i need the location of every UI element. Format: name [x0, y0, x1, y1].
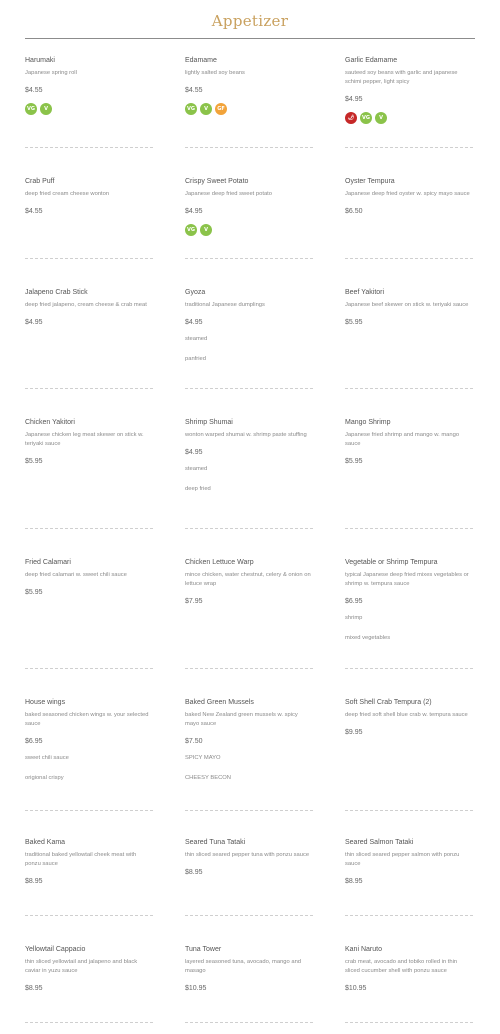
- item-divider: [25, 258, 153, 259]
- item-description: Japanese beef skewer on stick w. teriyaki sauce: [345, 302, 469, 308]
- item-price: $4.55: [25, 208, 43, 215]
- menu-item: [25, 56, 153, 115]
- item-name: Baked Kama: [25, 839, 66, 846]
- item-price: $6.95: [345, 598, 363, 605]
- item-name: Oyster Tempura: [345, 178, 395, 185]
- menu-item: [345, 418, 473, 466]
- item-name: Crab Puff: [25, 178, 55, 185]
- menu-item: [25, 288, 153, 327]
- menu-item: [25, 698, 153, 794]
- item-description: wonton warped shumai w. shrimp paste stuffing: [185, 432, 307, 438]
- gluten-free-icon: GF: [215, 103, 227, 115]
- vegan-icon: VG: [185, 103, 197, 115]
- item-description: traditional Japanese dumplings: [185, 302, 265, 308]
- item-divider: [345, 1022, 473, 1023]
- item-divider: [345, 528, 473, 529]
- item-divider: [345, 147, 473, 148]
- item-name: Soft Shell Crab Tempura (2): [345, 699, 432, 706]
- menu-item: [345, 945, 473, 993]
- item-price: $4.95: [185, 319, 203, 326]
- item-divider: [345, 258, 473, 259]
- item-price: $6.95: [25, 738, 43, 745]
- item-name: Mango Shrimp: [345, 419, 391, 426]
- item-description: Japanese spring roll: [25, 70, 77, 76]
- item-description: typical Japanese deep fried mixes vegetables or shrimp w. tempura sauce: [345, 572, 469, 587]
- vegetarian-icon: V: [40, 103, 52, 115]
- spicy-icon: 🌶: [345, 112, 357, 124]
- item-price: $8.95: [185, 869, 203, 876]
- item-divider: [25, 1022, 153, 1023]
- menu-item: [25, 558, 153, 597]
- menu-item: [345, 177, 473, 216]
- item-description: thin sliced yellowtail and jalapeno and black caviar in yuzu sauce: [25, 959, 138, 974]
- item-option: shrimp: [345, 615, 363, 621]
- item-option: SPICY MAYO: [185, 755, 221, 761]
- vegetarian-icon: V: [375, 112, 387, 124]
- item-name: Garlic Edamame: [345, 57, 398, 64]
- item-name: Shrimp Shumai: [185, 419, 233, 426]
- vegetarian-icon: V: [200, 224, 212, 236]
- item-price: $8.95: [345, 878, 363, 885]
- item-description: baked New Zealand green mussels w. spicy mayo sauce: [185, 712, 298, 727]
- item-divider: [345, 810, 473, 811]
- item-description: thin sliced seared pepper salmon with ponzu sauce: [345, 852, 460, 867]
- item-price: $4.95: [185, 449, 203, 456]
- item-description: deep fried jalapeno, cream cheese & crab meat: [25, 302, 147, 308]
- item-price: $8.95: [25, 878, 43, 885]
- item-name: Chicken Lettuce Warp: [185, 559, 254, 566]
- item-description: Japanese chicken leg meat skewer on stick w. teriyaki sauce: [25, 432, 144, 447]
- item-price: $10.95: [345, 985, 367, 992]
- item-divider: [25, 388, 153, 389]
- item-price: $5.95: [25, 458, 43, 465]
- item-name: House wings: [25, 699, 66, 706]
- item-price: $8.95: [25, 985, 43, 992]
- item-description: baked seasoned chicken wings w. your selected sauce: [25, 712, 149, 727]
- item-divider: [185, 810, 313, 811]
- menu-item: [185, 838, 313, 877]
- menu-item: [345, 558, 473, 654]
- title-divider: [25, 38, 475, 39]
- item-name: Harumaki: [25, 57, 55, 64]
- menu-item: [185, 418, 313, 505]
- menu-item: [345, 838, 473, 886]
- item-name: Beef Yakitori: [345, 289, 385, 296]
- dietary-badges: [345, 112, 473, 124]
- item-description: Japanese deep fried sweet potato: [185, 191, 273, 197]
- item-divider: [25, 668, 153, 669]
- item-price: $5.95: [345, 458, 363, 465]
- item-description: deep fried soft shell blue crab w. tempura sauce: [345, 712, 468, 718]
- item-description: thin sliced seared pepper tuna with ponzu sauce: [185, 852, 310, 858]
- item-name: Baked Green Mussels: [185, 699, 254, 706]
- item-name: Fried Calamari: [25, 559, 71, 566]
- item-description: deep fried calamari w. sweet chili sauce: [25, 572, 127, 578]
- item-divider: [25, 810, 153, 811]
- dietary-badges: [185, 103, 313, 115]
- item-name: Tuna Tower: [185, 946, 222, 953]
- item-name: Seared Salmon Tataki: [345, 839, 414, 846]
- item-divider: [25, 528, 153, 529]
- item-options: [185, 335, 313, 364]
- item-divider: [345, 915, 473, 916]
- item-price: $5.95: [25, 589, 43, 596]
- item-description: traditional baked yellowtail cheek meat with ponzu sauce: [25, 852, 137, 867]
- dietary-badges: [185, 224, 313, 236]
- item-option: deep fried: [185, 486, 211, 492]
- item-divider: [25, 915, 153, 916]
- menu-item: [25, 945, 153, 993]
- item-description: mince chicken, water chestnut, celery & onion on lettuce wrap: [185, 572, 311, 587]
- item-options: [345, 614, 473, 643]
- item-option: steamed: [185, 336, 208, 342]
- menu-item: [25, 418, 153, 466]
- item-options: [185, 754, 313, 783]
- item-divider: [185, 258, 313, 259]
- item-name: Kani Naruto: [345, 946, 382, 953]
- item-description: sauteed soy beans with garlic and japanese schimi pepper, light spicy: [345, 70, 458, 85]
- item-divider: [25, 147, 153, 148]
- menu-item: [25, 177, 153, 216]
- item-divider: [185, 1022, 313, 1023]
- item-option: CHEESY BECON: [185, 775, 231, 781]
- vegan-icon: VG: [360, 112, 372, 124]
- item-description: Japanese deep fried oyster w. spicy mayo sauce: [345, 191, 470, 197]
- vegan-icon: VG: [25, 103, 37, 115]
- item-name: Seared Tuna Tataki: [185, 839, 246, 846]
- menu-item: [345, 698, 473, 737]
- item-option: sweet chili sauce: [25, 755, 69, 761]
- item-price: $4.95: [345, 96, 363, 103]
- item-options: [25, 754, 153, 783]
- item-divider: [185, 915, 313, 916]
- item-option: origional crispy: [25, 775, 64, 781]
- item-price: $7.50: [185, 738, 203, 745]
- menu-item: [345, 56, 473, 124]
- item-description: deep fried cream cheese wonton: [25, 191, 110, 197]
- item-option: mixed vegetables: [345, 635, 391, 641]
- item-description: crab meat, avocado and tobiko rolled in thin sliced cucumber shell with ponzu sauce: [345, 959, 458, 974]
- item-description: Japanese fried shrimp and mango w. mango sauce: [345, 432, 460, 447]
- item-price: $7.95: [185, 598, 203, 605]
- item-options: [185, 465, 313, 494]
- menu-item: [185, 558, 313, 606]
- vegan-icon: VG: [185, 224, 197, 236]
- item-divider: [185, 668, 313, 669]
- item-divider: [345, 668, 473, 669]
- item-price: $9.95: [345, 729, 363, 736]
- item-price: $4.95: [185, 208, 203, 215]
- item-name: Vegetable or Shrimp Tempura: [345, 559, 438, 566]
- item-description: lightly salted soy beans: [185, 70, 245, 76]
- menu-item: [185, 288, 313, 375]
- item-divider: [185, 388, 313, 389]
- item-name: Edamame: [185, 57, 217, 64]
- item-name: Gyoza: [185, 289, 206, 296]
- item-name: Chicken Yakitori: [25, 419, 75, 426]
- item-price: $4.55: [185, 87, 203, 94]
- item-price: $10.95: [185, 985, 207, 992]
- item-price: $5.95: [345, 319, 363, 326]
- dietary-badges: [25, 103, 153, 115]
- item-divider: [185, 528, 313, 529]
- item-description: layered seasoned tuna, avocado, mango and masago: [185, 959, 302, 974]
- item-option: panfried: [185, 356, 206, 362]
- menu-item: [185, 177, 313, 236]
- menu-item: [185, 698, 313, 794]
- item-name: Crispy Sweet Potato: [185, 178, 249, 185]
- item-price: $4.95: [25, 319, 43, 326]
- menu-item: [185, 945, 313, 993]
- item-name: Jalapeno Crab Stick: [25, 289, 88, 296]
- item-divider: [345, 388, 473, 389]
- vegetarian-icon: V: [200, 103, 212, 115]
- item-option: steamed: [185, 466, 208, 472]
- item-name: Yellowtail Cappacio: [25, 946, 86, 953]
- item-price: $6.50: [345, 208, 363, 215]
- item-price: $4.55: [25, 87, 43, 94]
- item-divider: [185, 147, 313, 148]
- menu-item: [25, 838, 153, 886]
- section-title: Appetizer: [211, 12, 289, 30]
- menu-item: [185, 56, 313, 115]
- menu-item: [345, 288, 473, 327]
